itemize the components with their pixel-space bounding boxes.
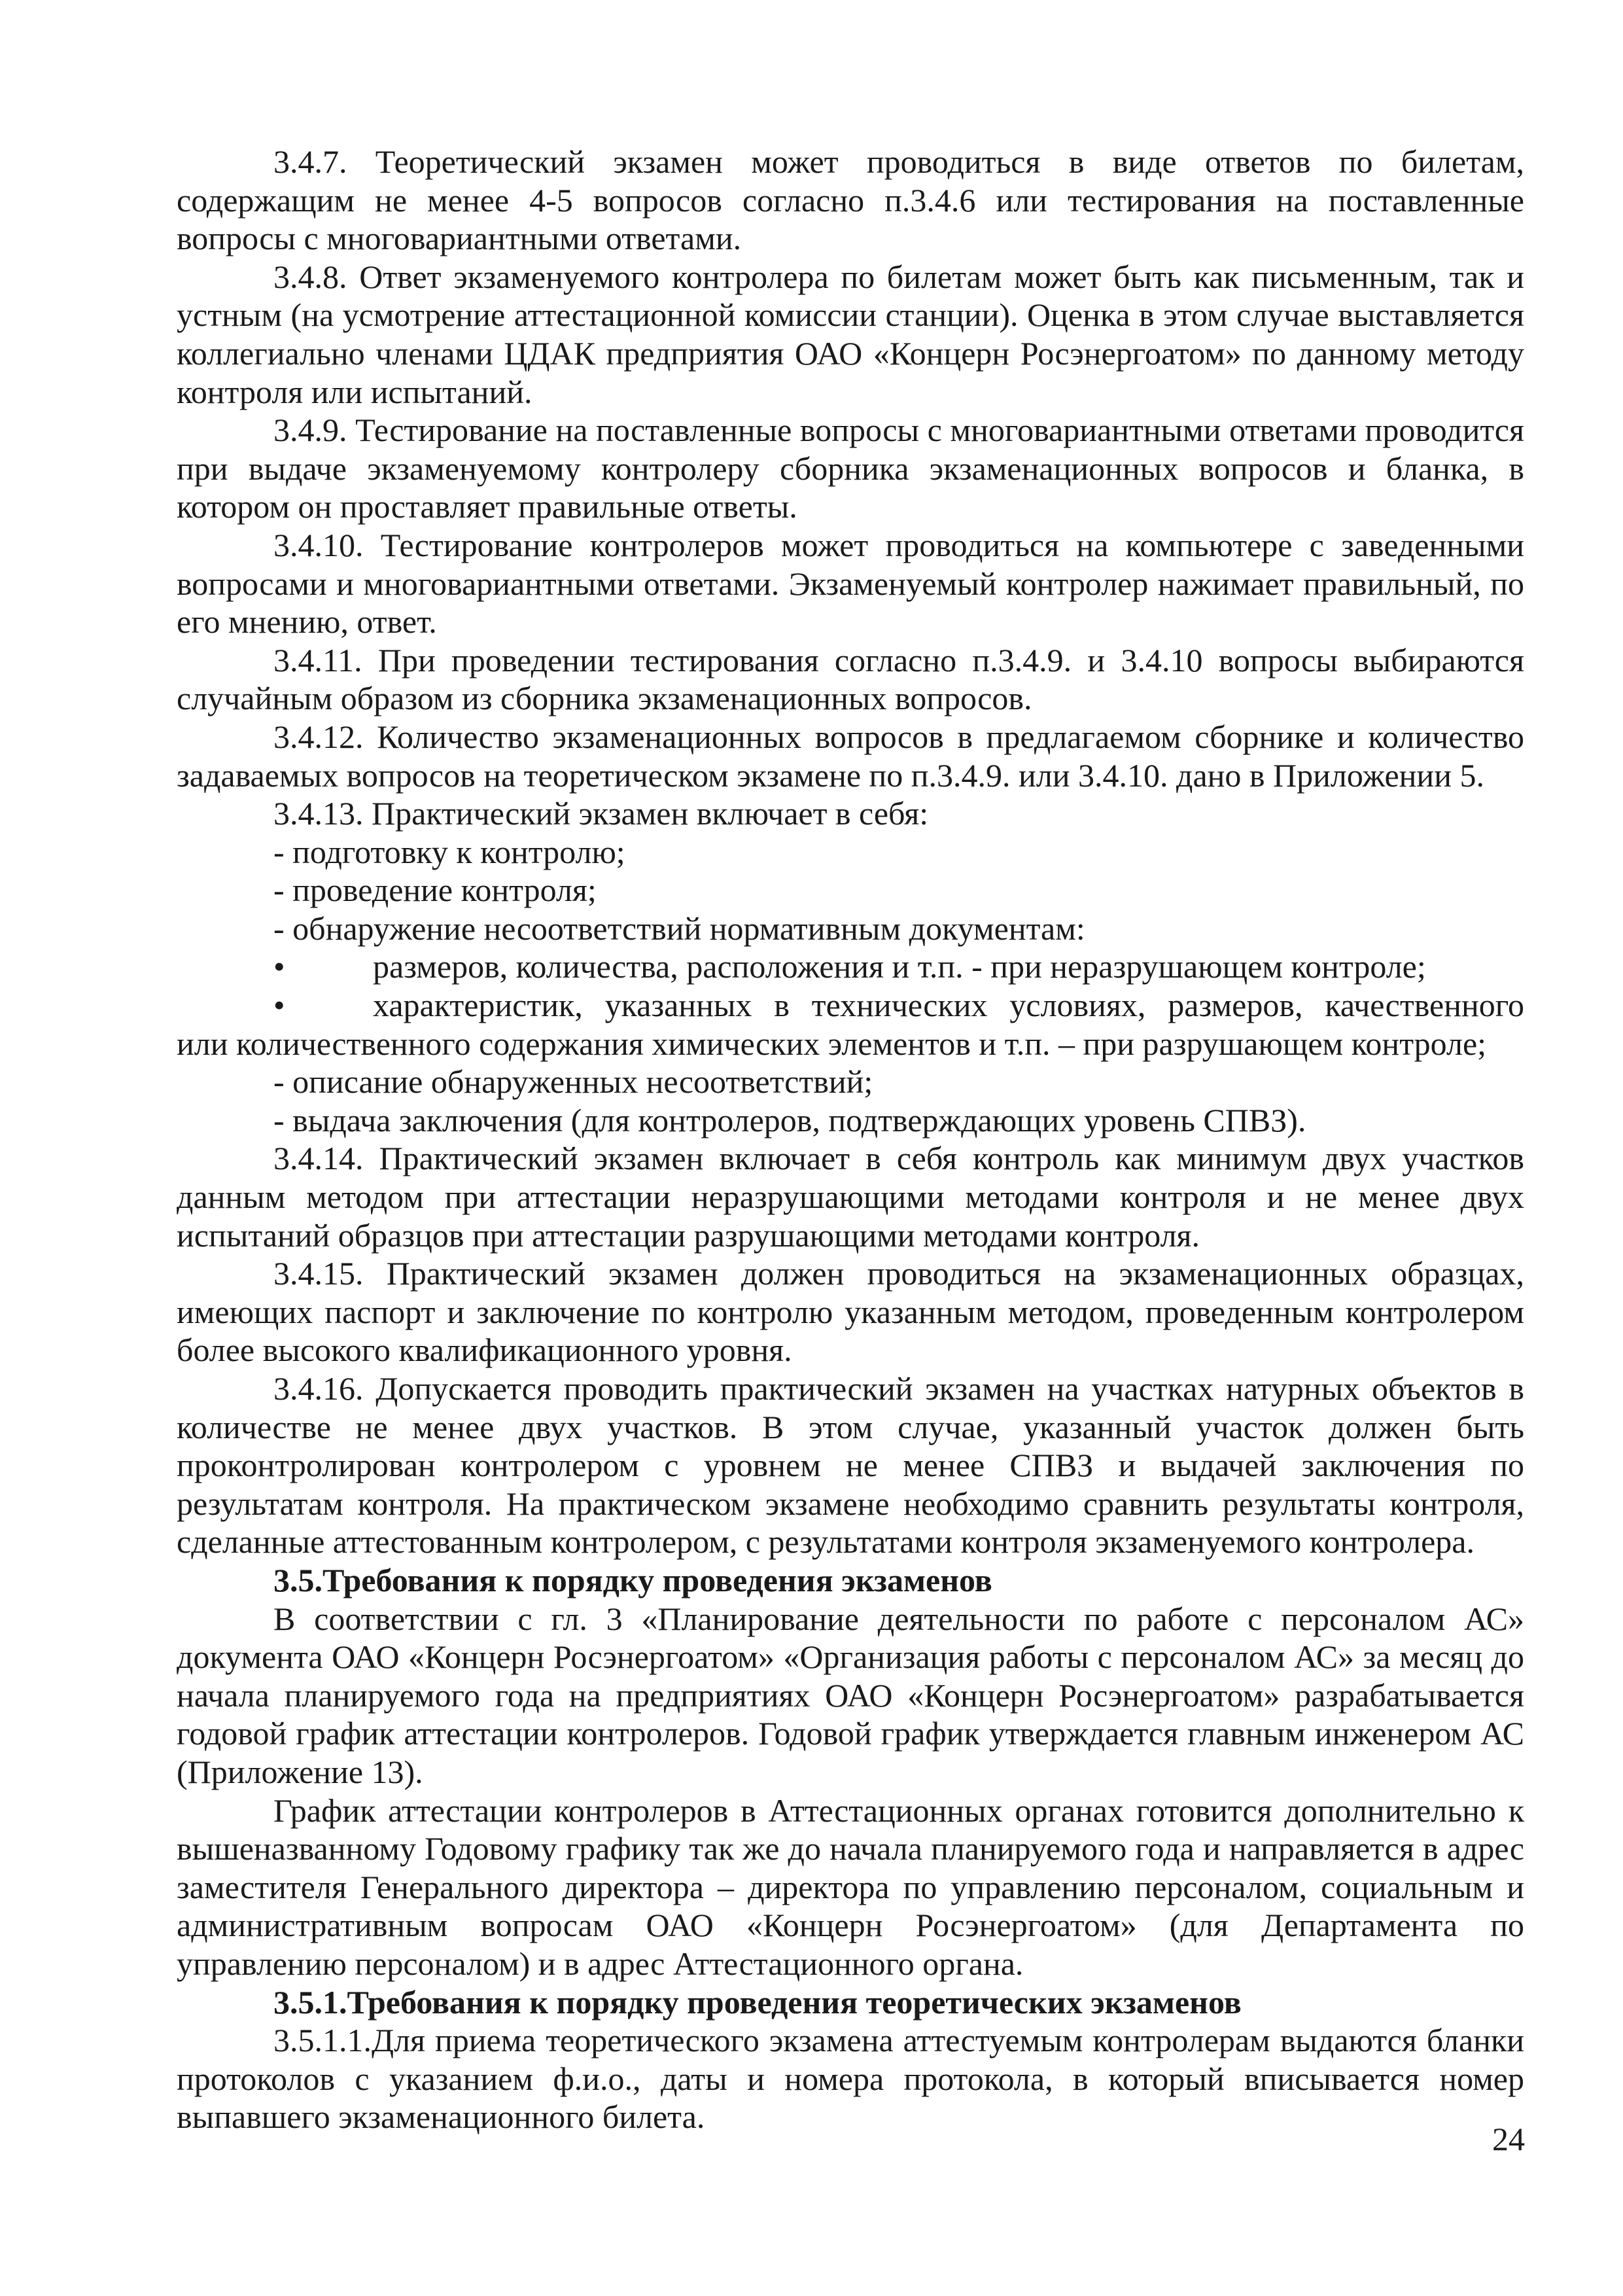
- bullet-text-continuation: или количественного содержания химических элементов и т.п. – при разрушающем контроле;: [177, 1025, 1487, 1062]
- list-item: - обнаружение несоответствий нормативным документам:: [273, 910, 1085, 947]
- list-item: - подготовку к контролю;: [273, 833, 625, 870]
- paragraph-3-4-12: 3.4.12. Количество экзаменационных вопросов в предлагаемом сборнике и количество задаваемых вопросов на теоретическом экзамене по п.3.4.9. или 3.4.10. дано в Приложении 5.: [177, 718, 1524, 794]
- paragraph-3-4-8: 3.4.8. Ответ экзаменуемого контролера по билетам может быть как письменным, так и устным (на усмотрение аттестационной комиссии станции). Оценка в этом случае выставляется коллегиально членами ЦДАК предприятия ОАО «Концерн Росэнергоатом» по данному методу контроля или испытаний.: [177, 258, 1524, 410]
- paragraph-3-5-a: В соответствии с гл. 3 «Планирование деятельности по работе с персоналом АС» документа ОАО «Концерн Росэнергоатом» «Организация работы с персоналом АС» за месяц до начала планируемого года на предприятиях ОАО «Концерн Росэнергоатом» разрабатывается годовой график аттестации контролеров. Годовой график утверждается главным инженером АС (Приложение 13).: [177, 1600, 1524, 1790]
- paragraph-3-4-11: 3.4.11. При проведении тестирования согласно п.3.4.9. и 3.4.10 вопросы выбираются случайным образом из сборника экзаменационных вопросов.: [177, 641, 1524, 717]
- bullet-icon: •: [273, 987, 285, 1024]
- bullet-icon: •: [273, 948, 285, 985]
- paragraph-3-5-1-1: 3.5.1.1.Для приема теоретического экзамена аттестуемым контролерам выдаются бланки протоколов с указанием ф.и.о., даты и номера протокола, в который вписывается номер выпавшего экзаменационного билета.: [177, 2022, 1524, 2136]
- document-body: [177, 143, 1524, 2136]
- bullet-list-item: [177, 947, 1524, 986]
- paragraph-3-4-9: 3.4.9. Тестирование на поставленные вопросы с многовариантными ответами проводится при выдаче экзаменуемому контролеру сборника экзаменационных вопросов и бланка, в котором он проставляет правильные ответы.: [177, 412, 1524, 525]
- list-item: - описание обнаруженных несоответствий;: [273, 1063, 873, 1101]
- bullet-list-item: [177, 986, 1524, 1063]
- paragraph-3-5-b: График аттестации контролеров в Аттестационных органах готовится дополнительно к вышеназванному Годовому графику так же до начала планируемого года и направляется в адрес заместителя Генерального директора – директора по управлению персоналом, социальным и административным вопросам ОАО «Концерн Росэнергоатом» (для Департамента по управлению персоналом) и в адрес Аттестационного органа.: [177, 1792, 1524, 1982]
- paragraph-3-4-13: 3.4.13. Практический экзамен включает в себя:: [273, 795, 929, 832]
- section-heading-3-5: 3.5.Требования к порядку проведения экзаменов: [273, 1561, 992, 1598]
- paragraph-3-4-14: 3.4.14. Практический экзамен включает в себя контроль как минимум двух участков данным методом при аттестации неразрушающими методами контроля и не менее двух испытаний образцов при аттестации разрушающими методами контроля.: [177, 1140, 1524, 1254]
- paragraph-3-4-16: 3.4.16. Допускается проводить практический экзамен на участках натурных объектов в количестве не менее двух участков. В этом случае, указанный участок должен быть проконтролирован контролером с уровнем не менее СПВЗ и выдачей заключения по результатам контроля. На практическом экзамене необходимо сравнить результаты контроля, сделанные аттестованным контролером, с результатами контроля экзаменуемого контролера.: [177, 1370, 1524, 1561]
- section-heading-3-5-1: 3.5.1.Требования к порядку проведения теоретических экзаменов: [273, 1983, 1242, 2021]
- bullet-text: характеристик, указанных в технических условиях, размеров, качественного: [373, 987, 1524, 1024]
- list-item: - проведение контроля;: [273, 872, 597, 909]
- list-item: - выдача заключения (для контролеров, подтверждающих уровень СПВЗ).: [273, 1101, 1306, 1139]
- paragraph-3-4-10: 3.4.10. Тестирование контролеров может проводиться на компьютере с заведенными вопросами и многовариантными ответами. Экзаменуемый контролер нажимает правильный, по его мнению, ответ.: [177, 526, 1524, 641]
- bullet-text: размеров, количества, расположения и т.п. - при неразрушающем контроле;: [373, 948, 1426, 985]
- page-number: 24: [1492, 2121, 1525, 2157]
- paragraph-3-4-15: 3.4.15. Практический экзамен должен проводиться на экзаменационных образцах, имеющих паспорт и заключение по контролю указанным методом, проведенным контролером более высокого квалификационного уровня.: [177, 1255, 1524, 1369]
- paragraph-3-4-7: 3.4.7. Теоретический экзамен может проводиться в виде ответов по билетам, содержащим не менее 4-5 вопросов согласно п.3.4.6 или тестирования на поставленные вопросы с многовариантными ответами.: [177, 143, 1524, 257]
